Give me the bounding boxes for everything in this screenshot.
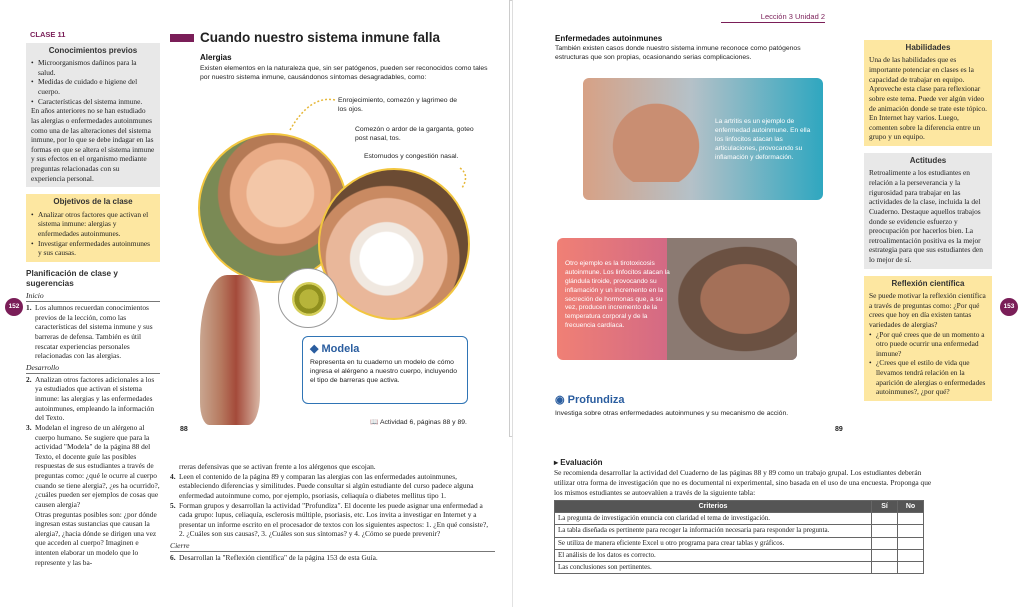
step-5-text: Forman grupos y desarrollan la actividad "Profundiza". El docente les puede asignar una enfermedad a cada grupo: lupus, celiaquía, esclerosis múltiple, psoriasis, etc. Los invita a investigar en Internet y a presentar un informe escrito en el procesador de textos con los siguientes aspectos: 1. ¿En qué consiste?, 2. ¿Cuáles son sus causas?, 3. ¿Cuáles son sus síntomas? y 4. ¿Cómo se puede prevenir? <box>179 500 489 539</box>
conocimientos-box <box>26 43 160 188</box>
step-1-text: Los alumnos recuerdan conocimientos previos de la lección, como las características del sistema inmune y sus barreras de defensa. También es útil rescatar experiencias personales relacionadas con las alergias. <box>35 303 153 361</box>
criterio-cell: La pregunta de investigación enuncia con claridad el tema de investigación. <box>555 513 872 525</box>
objetivos-item: • Analizar otros factores que activan el sistema inmune: alergias y enfermedades autoinmunes. <box>31 210 155 239</box>
no-cell <box>898 537 924 549</box>
profundiza-text: Investiga sobre otras enfermedades autoinmunes y su mecanismo de acción. <box>555 410 789 417</box>
step-5: 5. Forman grupos y desarrollan la actividad "Profundiza". El docente les puede asignar una enfermedad a cada grupo: lupus, celiaquía, esclerosis múltiple, psoriasis, etc. Los invita a investigar en Internet y a presentar un informe escrito en el procesador de textos con los siguientes aspectos: 1. ¿En qué consiste?, 2. ¿Cuáles son sus causas?, 3. ¿Cuáles son sus síntomas? y 4. ¿Cómo se puede prevenir? <box>170 500 489 539</box>
allergen-pollen-illustration <box>278 268 338 328</box>
symptom-label-eyes: Enrojecimiento, comezón y lagrimeo de los ojos. <box>338 97 458 114</box>
tirotoxicosis-panel <box>557 238 797 360</box>
artritis-text: La artritis es un ejemplo de enfermedad autoinmune. En ella los linfocitos atacan las articulaciones, provocando su inflamación y deformación. <box>715 118 811 161</box>
page-number-153: 153 <box>1000 298 1018 316</box>
planificacion-title: Planificación de clase y sugerencias <box>26 268 118 289</box>
symptom-label-throat: Comezón o ardor de la garganta, goteo post nasal, tos. <box>355 126 474 143</box>
evaluacion-title-text: Evaluación <box>560 458 603 467</box>
si-cell <box>872 549 898 561</box>
child-nose-tissue-photo <box>318 168 470 320</box>
table-row <box>555 537 924 549</box>
book-page-89 <box>512 0 855 437</box>
modela-text: Representa en tu cuaderno un modelo de cómo ingresa el alérgeno a nuestro cuerpo, incluyendo el tipo de barreras que activa. <box>310 359 457 385</box>
profundiza-icon: ◉ <box>555 394 565 406</box>
book-page-number-88: 88 <box>180 426 188 433</box>
actitudes-text: Retroalimente a los estudiantes en relación a la perseverancia y la rigurosidad para trabajar en las actividades de la clase, incluida la del Cuaderno. Destaque aquellos trabajos donde se evidencie esfuerzo y preocupación por hacerlos bien. La retroalimentación positiva es la mejor estrategia para que sus estudiantes den lo mejor de sí. <box>869 168 983 265</box>
evaluation-table <box>554 500 924 574</box>
modela-title-text: Modela <box>321 343 360 355</box>
step-3-continued: Otras preguntas posibles son: ¿por dónde ingresan estas sustancias que causan la alergia?, ¿hacia dónde se dirigen una vez que acceden al cuerpo? Imaginen e intenten elaborar un modelo que lo represente y las ba- <box>35 509 157 567</box>
step-1: 1. Los alumnos recuerdan conocimientos previos de la lección, como las características del sistema inmune y sus barreras de defensa. También es útil rescatar experiencias personales relacionadas con las alergias. <box>26 303 153 361</box>
si-cell <box>872 513 898 525</box>
evaluacion-title: ▸ Evaluación <box>554 458 603 467</box>
table-row <box>555 549 924 561</box>
step-3: 3. Modelan el ingreso de un alérgeno al cuerpo humano. Se sugiere que para la actividad "Modela" de la página 88 del Texto, el docente guíe las posibles respuestas de sus estudiantes a través de preguntas como: ¿qué le ocurre al cuerpo cuando se tiene alergia?, ¿es ha ocurrido?, ¿cuáles pueden ser ejemplos de cosas que causen alergia? <box>26 422 160 509</box>
cierre-heading: Cierre <box>170 541 495 552</box>
modela-box <box>302 336 468 404</box>
reflexion-item: • ¿Por qué crees que de un momento a otro puede ocurrir una enfermedad inmune? <box>869 330 987 359</box>
actitudes-box <box>864 153 992 269</box>
criterio-cell: El análisis de los datos es correcto. <box>555 549 872 561</box>
conocimientos-item: • Características del sistema inmune. <box>31 97 155 107</box>
objetivos-box <box>26 194 160 262</box>
desarrollo-heading: Desarrollo <box>26 363 160 374</box>
step-6: 6. Desarrollan la "Reflexión científica" de la página 153 de esta Guía. <box>170 552 378 562</box>
conocimientos-title: Conocimientos previos <box>48 45 138 55</box>
reflexion-box <box>864 276 992 401</box>
evaluacion-section <box>554 458 934 574</box>
criterio-cell: Las conclusiones son pertinentes. <box>555 561 872 573</box>
criterio-cell: Se utiliza de manera eficiente Excel u otro programa para crear tablas y gráficos. <box>555 537 872 549</box>
table-row <box>555 513 924 525</box>
no-cell <box>898 513 924 525</box>
si-cell <box>872 537 898 549</box>
table-row <box>555 561 924 573</box>
step-3-text: Modelan el ingreso de un alérgeno al cuerpo humano. Se sugiere que para la actividad "Modela" de la página 88 del Texto, el docente guíe las posibles respuestas de sus estudiantes a través de preguntas como: ¿qué le ocurre al cuerpo cuando se tiene alergia?, ¿es ha ocurrido?, ¿cuáles pueden ser ejemplos de cosas que causen alergia? <box>35 422 160 509</box>
thyroid-neck-photo <box>667 238 797 360</box>
si-cell <box>872 561 898 573</box>
no-cell <box>898 525 924 537</box>
habilidades-title: Habilidades <box>905 43 951 52</box>
page-number-152: 152 <box>5 298 23 316</box>
spread-fold <box>512 437 513 607</box>
header-si: Sí <box>872 501 898 513</box>
alergias-subtitle: Alergias <box>200 53 232 62</box>
header-no: No <box>898 501 924 513</box>
modela-title: ◆ Modela <box>310 343 360 355</box>
page-title: Cuando nuestro sistema inmune falla <box>200 30 441 45</box>
clase-label: CLASE 11 <box>30 30 66 39</box>
step-2: 2. Analizan otros factores adicionales a los ya estudiados que activan el sistema inmune: las alergias y las enfermedades autoinmunes, empleando la información del Texto. <box>26 374 155 423</box>
head-anatomy-illustration <box>200 275 260 425</box>
autoinmunes-subtitle: Enfermedades autoinmunes <box>555 34 663 43</box>
reflexion-title: Reflexión científica <box>891 278 965 288</box>
step-6-text: Desarrollan la "Reflexión científica" de la página 153 de esta Guía. <box>179 552 378 562</box>
habilidades-box <box>864 40 992 146</box>
conocimientos-text: En años anteriores no se han estudiado las alergias o enfermedades autoinmunes como una de las alteraciones del sistema inmune, por lo que se debe indagar en las formas en que se altera el sistema inmune y sus efectos en el organismo mediante preguntas relacionadas con su experiencia personal. <box>31 106 155 183</box>
reflexion-item: • ¿Crees que el estilo de vida que llevamos tendrá relación en la aparición de alergias o enfermedades autoinmunes?, ¿por qué? <box>869 358 987 397</box>
header-criterios: Criterios <box>555 501 872 513</box>
step-2-text: Analizan otros factores adicionales a los ya estudiados que activan el sistema inmune: las alergias y las enfermedades autoinmunes, empleando la información del Texto. <box>35 374 155 423</box>
habilidades-text: Una de las habilidades que es importante potenciar en clases es la capacidad de trabajar en equipo. Aproveche esta clase para reflexionar sobre este tema. Puede ver algún video de animación donde se trate este tópico. En Internet hay varios. Luego, comenten sobre la diferencia entre un grupo y un equipo. <box>869 55 988 142</box>
alergias-intro: Existen elementos en la naturaleza que, sin ser patógenos, pueden ser reconocidos como tales por nuestro sistema inmune, causándonos síntomas desagradables, como: <box>200 65 488 82</box>
profundiza-title <box>555 393 625 406</box>
conocimientos-item: • Medidas de cuidado e higiene del cuerpo. <box>31 77 155 96</box>
tirotoxicosis-text: Otro ejemplo es la tirotoxicosis autoinmune. Los linfocitos atacan la glándula tiroide, provocando su inflamación y un incremento en la secreción de hormonas que, a su vez, producen incremento de la temperatura corporal y de la frecuencia cardíaca. <box>565 260 670 330</box>
symptom-label-nose: Estornudos y congestión nasal. <box>364 153 459 160</box>
guide-continued <box>170 462 495 562</box>
activity-reference <box>370 418 467 426</box>
guide-right-column <box>864 40 992 408</box>
step-3-end: rreras defensivas que se activan frente a los alérgenos que escojan. <box>179 462 376 471</box>
actitudes-title: Actitudes <box>909 156 947 166</box>
inicio-heading: Inicio <box>26 291 160 302</box>
book-icon: 📖 <box>370 419 379 426</box>
criterio-cell: La tabla diseñada es pertinente para recoger la información necesaria para responder la pregunta. <box>555 525 872 537</box>
profundiza-title-text: Profundiza <box>567 394 625 406</box>
si-cell <box>872 525 898 537</box>
artritis-panel <box>583 78 823 200</box>
objetivos-item: • Investigar enfermedades autoinmunes y sus causas. <box>31 239 155 258</box>
table-row <box>555 525 924 537</box>
autoinmunes-intro: También existen casos donde nuestro sistema inmune reconoce como patógenos estructuras que son propias, ocasionando serias complicaciones. <box>555 45 801 62</box>
book-page-number-89: 89 <box>835 426 843 433</box>
book-page-88 <box>170 0 510 437</box>
reflexion-text: Se puede motivar la reflexión científica a través de preguntas como: ¿Por qué crees que hoy en día existen tantas variedades de alergias? <box>869 291 986 329</box>
lesson-header: Lección 3 Unidad 2 <box>721 12 825 23</box>
conocimientos-item: • Microorganismos dañinos para la salud. <box>31 58 155 77</box>
table-header-row <box>555 501 924 513</box>
activity-text: Actividad 6, páginas 88 y 89. <box>379 419 467 426</box>
objetivos-title: Objetivos de la clase <box>53 197 133 207</box>
arthritis-hands-photo <box>601 92 711 182</box>
step-4: 4. Leen el contenido de la página 89 y comparan las alergias con las enfermedades autoinmunes, estableciendo diferencias y similitudes. Puede consultar si algún estudiante del curso padece alguna enfermedad autoinmune como, por ejemplo, psoriasis, celiaquía o diabetes mellitus tipo 1. <box>170 471 474 500</box>
guide-left-column <box>26 28 160 567</box>
no-cell <box>898 561 924 573</box>
step-4-text: Leen el contenido de la página 89 y comparan las alergias con las enfermedades autoinmunes, estableciendo diferencias y similitudes. Puede consultar si algún estudiante del curso padece alguna enfermedad autoinmune como, por ejemplo, psoriasis, celiaquía o diabetes mellitus tipo 1. <box>179 471 474 500</box>
no-cell <box>898 549 924 561</box>
evaluacion-text: Se recomienda desarrollar la actividad del Cuaderno de las páginas 88 y 89 como un trabajo grupal. Los estudiantes deberán utilizar otra forma de investigación que no es documental ni experimental, sino basada en el uso de una encuesta. Proponga que los mismos estudiantes se autoevalúen a través de la siguiente tabla: <box>554 468 932 497</box>
